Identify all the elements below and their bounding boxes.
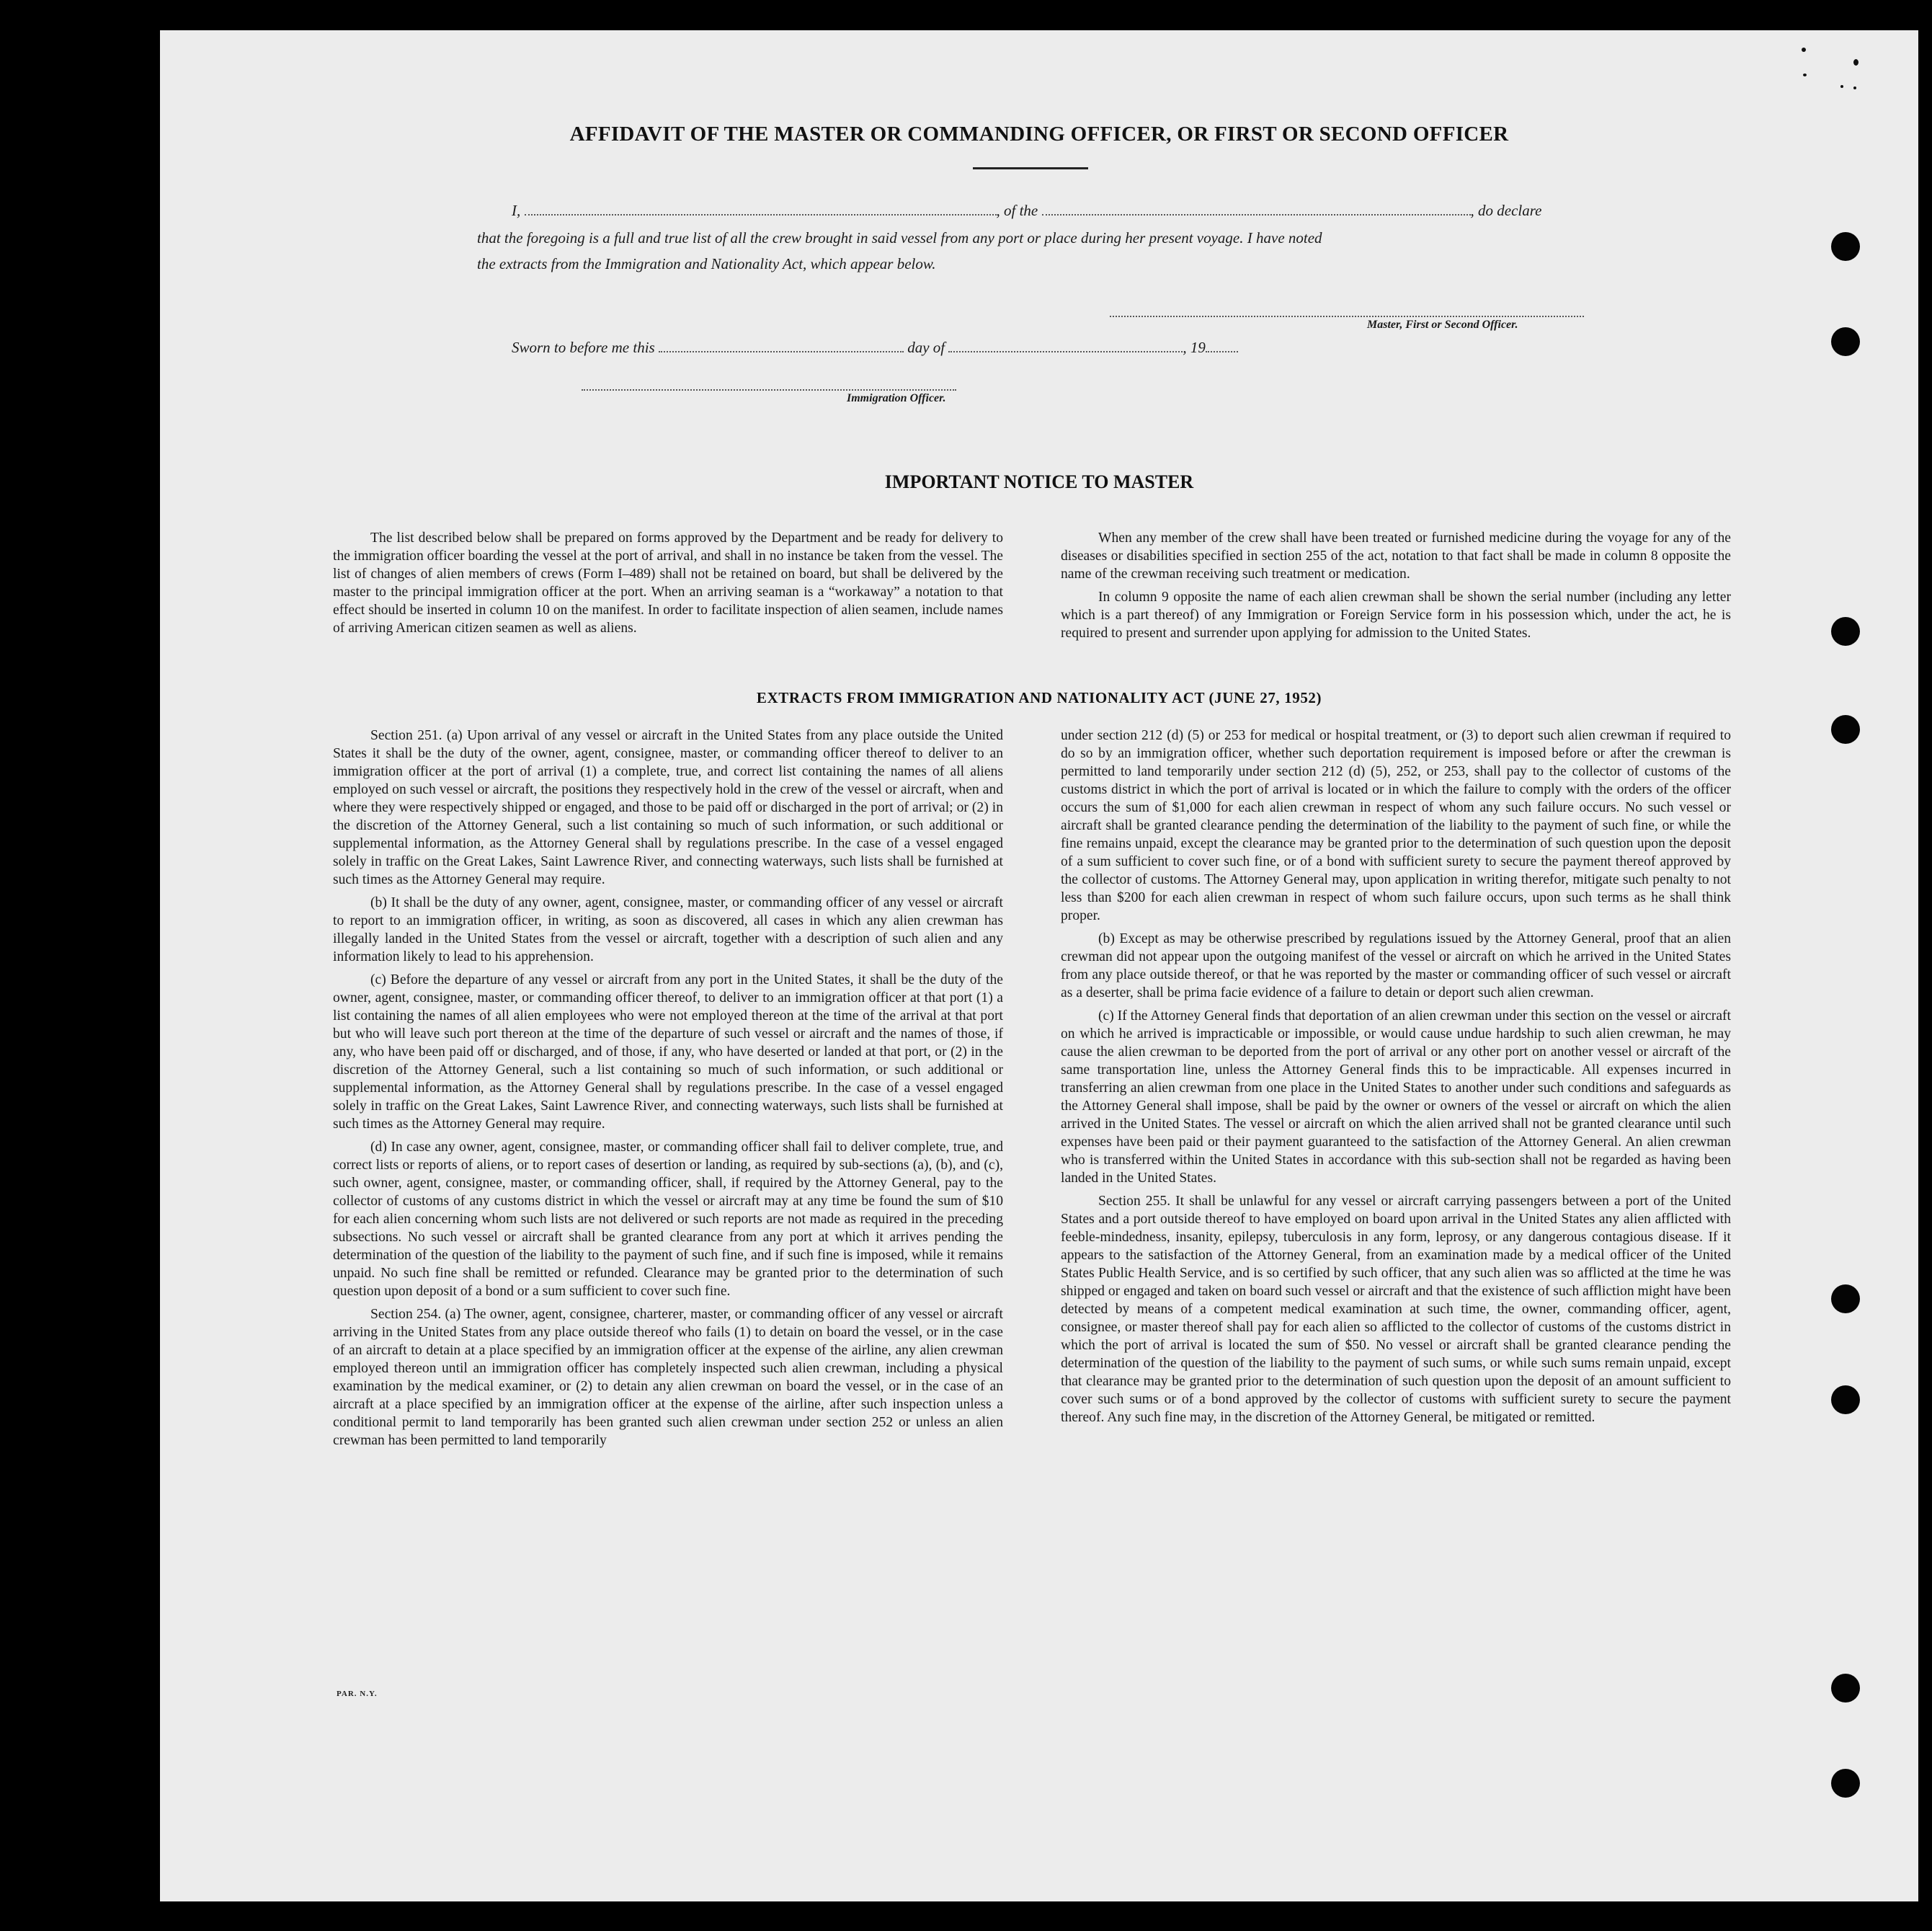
speck bbox=[1853, 59, 1858, 66]
form-sheet bbox=[160, 30, 1918, 1901]
extracts-left-column bbox=[333, 727, 1003, 1455]
i-label: I, bbox=[512, 202, 521, 219]
title-underline bbox=[973, 167, 1088, 169]
section-paragraph: (c) If the Attorney General finds that deportation of an alien crewman under this section on the vessel or aircraft on which he arrived is impracticable or impossible, or would cause undue hardship to such alien crewman, he may cause the alien crewman to be deported from the port of arrival or any other port on another vessel or aircraft of the same transportation line, unless the Attorney General finds this to be impracticable. All expenses incurred in transferring an alien crewman from one place in the United States to another under such conditions and safeguards as the Attorney General shall impose, shall be paid by the owner or owners of the vessel or aircraft on which the alien arrived in the United States. The vessel or aircraft on which the alien arrived shall not be granted clearance until such expenses have been paid or their payment guaranteed to the satisfaction of the Attorney General. An alien crewman who is transferred within the United States in accordance with this sub-section shall not be regarded as having been landed in the United States. bbox=[1061, 1008, 1731, 1186]
speck bbox=[1803, 74, 1807, 76]
speck bbox=[1802, 48, 1806, 52]
affidavit-statement-line-2: the extracts from the Immigration and Nationality Act, which appear below. bbox=[477, 255, 936, 272]
name-field[interactable] bbox=[525, 210, 997, 216]
punch-hole bbox=[1831, 1284, 1860, 1313]
punch-hole bbox=[1831, 1385, 1860, 1414]
affidavit-statement-line-1: that the foregoing is a full and true list of all the crew brought in said vessel from any port or place during her present voyage. I have noted bbox=[477, 229, 1322, 247]
sworn-month-field[interactable] bbox=[948, 347, 1183, 352]
sworn-label: Sworn to before me this bbox=[512, 339, 655, 356]
section-paragraph: (c) Before the departure of any vessel or aircraft from any port in the United States, it shall be the duty of the owner, agent, consignee, master, or commanding officer thereof, to deliver to an immigration officer at that port (1) a list containing the names of all alien employees who were not employed thereon at the time of the arrival at that port but who will leave such port thereon at the time of the departure of such vessel or aircraft and the names of those, if any, who have been paid off or discharged, and of those, if any, who have deserted or landed at that port, or (2) in the discretion of the Attorney General, such a list containing so much of such information, or such additional or supplemental information, as the Attorney General shall by regulations prescribe. In the case of a vessel engaged solely in traffic on the Great Lakes, Saint Lawrence River, and connecting waterways, such lists shall be furnished at such times as the Attorney General may require. bbox=[333, 972, 1003, 1132]
notice-paragraph: When any member of the crew shall have been treated or furnished medicine during the voyage for any of the diseases or disabilities specified in section 255 of the act, notation to that fact shall be made in column 8 opposite the name of the crewman receiving such treatment or medication. bbox=[1061, 531, 1731, 582]
day-of-label: day of bbox=[907, 339, 945, 356]
master-caption: Master, First or Second Officer. bbox=[1367, 319, 1518, 331]
section-paragraph: (d) In case any owner, agent, consignee, master, or commanding officer shall fail to deliver complete, true, and correct lists or reports of aliens, or to report cases of desertion or landing, as required by sub-sections (a), (b), and (c), such owner, agent, consignee, master, or commanding officer, shall, if required by the Attorney General, pay to the collector of customs of any customs district in which the vessel or aircraft may at any time be found the sum of $10 for each alien concerning whom such lists are not delivered or such reports are not made as required in the preceding subsections. No such vessel or aircraft shall be granted clearance from any port at which it arrives pending the determination of the question of the liability to the payment of such fine, and if such fine is imposed, while it remains unpaid. No such fine shall be remitted or refunded. Clearance may be granted prior to the determination of such question upon deposit of a bond or a sum sufficient to cover such fine. bbox=[333, 1140, 1003, 1299]
punch-hole bbox=[1831, 1674, 1860, 1703]
master-signature-line[interactable] bbox=[1110, 316, 1584, 317]
officer-caption: Immigration Officer. bbox=[847, 392, 946, 404]
notice-left-column bbox=[333, 529, 1003, 642]
sworn-year-field[interactable] bbox=[1206, 347, 1238, 352]
section-paragraph: Section 254. (a) The owner, agent, consignee, charterer, master, or commanding officer of any vessel or aircraft arriving in the United States from any place outside thereof who fails (1) to detain on board the vessel, or in the case of an aircraft to detain at a place specified by an immigration officer at the expense of the airline, any alien crewman employed thereon until an immigration officer has completely inspected such alien crewman, including a physical examination by the medical examiner, or (2) to detain any alien crewman on board the vessel, or in the case of an aircraft at a place specified by an immigration officer at the expense of the airline, after such inspection unless a conditional permit to land temporarily has been granted such alien crewman under section 252 or unless an alien crewman has been permitted to land temporarily bbox=[333, 1307, 1003, 1448]
affidavit-title: AFFIDAVIT OF THE MASTER OR COMMANDING OFFICER, OR FIRST OR SECOND OFFICER bbox=[569, 123, 1509, 146]
section-paragraph: under section 212 (d) (5) or 253 for medical or hospital treatment, or (3) to deport such alien crewman if required to do so by an immigration officer, whether such deportation requirement is imposed before or after the crewman is permitted to land temporarily under section 212 (d) (5), 252, or 253, shall pay to the collector of customs of the customs district in which the port of arrival is located or in which the failure to comply with the orders of the officer occurs the sum of $1,000 for each alien crewman in respect of whom any such failure occurs. No such vessel or aircraft shall be granted clearance pending the determination of the liability to the payment of such fine, or while the fine remains unpaid, except the clearance may be granted prior to the determination of such question upon the deposit of a sum sufficient to cover such fine, or of a bond with sufficient surety to secure the payment thereof approved by the collector of customs. The Attorney General may, upon application in writing therefor, mitigate such penalty to not less than $200 for each alien crewman in respect of whom such failure occurs, upon such terms as he shall think proper. bbox=[1061, 728, 1731, 923]
vessel-field[interactable] bbox=[1042, 210, 1471, 216]
speck bbox=[1853, 86, 1856, 89]
do-declare-label: , do declare bbox=[1470, 202, 1542, 219]
section-paragraph: Section 255. It shall be unlawful for any vessel or aircraft carrying passengers between a port of the United States and a port outside thereof to have employed on board upon arrival in the United States any alien afflicted with feeble-mindedness, insanity, epilepsy, tuberculosis in any form, leprosy, or any dangerous contagious disease. If it appears to the satisfaction of the Attorney General, from an examination made by a medical officer of the United States Public Health Service, and is so certified by such officer, that any such alien was so afflicted at the time he was shipped or engaged and taken on board such vessel or aircraft and that the existence of such affliction might have been detected by means of a competent medical examination at such time, the owner, commanding officer, agent, consignee, or master thereof shall pay for each alien so afflicted to the collector of customs of the customs district in which the port of arrival is located the sum of $50. No vessel or aircraft shall be granted clearance pending the determination of the question of the liability to the payment of such sums, or while such sums remain unpaid, except that clearance may be granted prior to the determination of such question upon the deposit of an amount sufficient to cover such sums or of a bond approved by the collector of customs with sufficient surety to secure the payment thereof. Any such fine may, in the discretion of the Attorney General, be mitigated or remitted. bbox=[1061, 1194, 1732, 1425]
speck bbox=[1840, 85, 1843, 88]
notice-paragraph: The list described below shall be prepared on forms approved by the Department and be ready for delivery to the immigration officer boarding the vessel at the port of arrival, and shall in no instance be taken from the vessel. The list of changes of alien members of crews (Form I–489) shall not be retained on board, but shall be delivered by the master to the principal immigration officer at the port. When an arriving seaman is a “workaway” a notation to that effect should be inserted in column 10 on the manifest. In order to facilitate inspection of alien seamen, include names of arriving American citizen seamen as well as aliens. bbox=[333, 531, 1003, 636]
punch-hole bbox=[1831, 327, 1860, 356]
punch-hole bbox=[1831, 232, 1860, 261]
extracts-title: EXTRACTS FROM IMMIGRATION AND NATIONALITY ACT (JUNE 27, 1952) bbox=[756, 689, 1322, 706]
section-paragraph: (b) It shall be the duty of any owner, agent, consignee, master, or commanding officer of any vessel or aircraft to report to an immigration officer, in writing, as soon as discovered, all cases in which any alien crewman has illegally landed in the United States from the vessel or aircraft, together with a description of such alien and any information likely to lead to his apprehension. bbox=[333, 895, 1003, 964]
section-paragraph: (b) Except as may be otherwise prescribed by regulations issued by the Attorney General, proof that an alien crewman did not appear upon the outgoing manifest of the vessel or aircraft on which he arrived in the United States from any place outside thereof, or that he was reported by the master or commanding officer of such vessel or aircraft as a deserter, shall be prima facie evidence of a failure to detain or deport such alien crewman. bbox=[1061, 931, 1731, 1000]
notice-paragraph: In column 9 opposite the name of each alien crewman shall be shown the serial number (including any letter which is a part thereof) of any Immigration or Foreign Service form in his possession which, under the act, he is required to present and surrender upon applying for admission to the United States. bbox=[1061, 590, 1731, 641]
extracts-right-column bbox=[1061, 727, 1731, 1431]
punch-hole bbox=[1831, 617, 1860, 646]
sworn-line bbox=[512, 339, 1238, 357]
notice-right-column bbox=[1061, 529, 1731, 647]
notice-title: IMPORTANT NOTICE TO MASTER bbox=[884, 471, 1194, 492]
sworn-day-field[interactable] bbox=[659, 347, 904, 352]
officer-signature-line[interactable] bbox=[582, 389, 956, 391]
printer-mark: PAR. N.Y. bbox=[337, 1690, 378, 1698]
affidavit-declare-line bbox=[512, 202, 1541, 220]
year-label: , 19 bbox=[1183, 339, 1206, 356]
punch-hole bbox=[1831, 715, 1860, 744]
punch-hole bbox=[1831, 1769, 1860, 1798]
of-the-label: , of the bbox=[996, 202, 1038, 219]
section-paragraph: Section 251. (a) Upon arrival of any vessel or aircraft in the United States from any place outside the United States it shall be the duty of the owner, agent, consignee, master, or commanding officer thereof to deliver to an immigration officer at the port of arrival (1) a complete, true, and correct list containing the names of all aliens employed on such vessel or aircraft, the positions they respectively hold in the crew of the vessel or aircraft, when and where they were respectively shipped or engaged, and those to be paid off or discharged in the port of arrival; or (2) in the discretion of the Attorney General, such a list containing so much of such information, or such additional or supplemental information, as the Attorney General shall by regulations prescribe. In the case of a vessel engaged solely in traffic on the Great Lakes, Saint Lawrence River, and connecting waterways, such lists shall be furnished at such times as the Attorney General may require. bbox=[333, 728, 1003, 887]
